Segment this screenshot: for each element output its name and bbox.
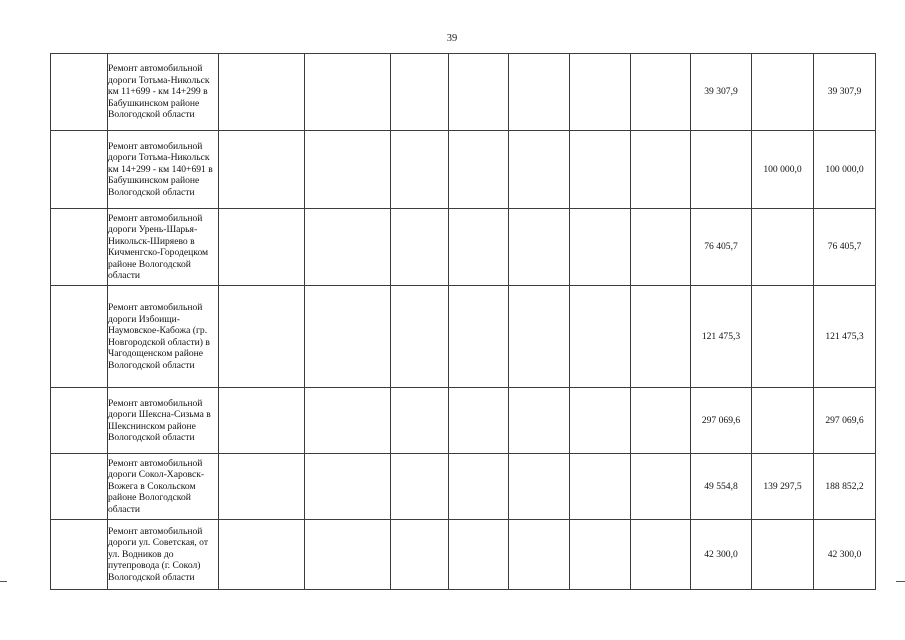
empty-cell — [219, 520, 305, 590]
empty-cell — [570, 286, 631, 388]
total-cell: 76 405,7 — [814, 209, 876, 286]
empty-cell — [391, 388, 449, 454]
amount-cell: 76 405,7 — [691, 209, 752, 286]
page-number: 39 — [446, 33, 458, 44]
empty-cell — [631, 209, 691, 286]
project-description: Ремонт автомобильной дороги Сокол-Харовск- Вожега в Сокольском районе Вологодской области — [108, 454, 219, 520]
empty-cell — [51, 209, 108, 286]
empty-cell — [570, 388, 631, 454]
amount-cell: 139 297,5 — [752, 454, 814, 520]
empty-cell — [305, 286, 391, 388]
amount-cell: 100 000,0 — [752, 131, 814, 209]
empty-cell — [631, 520, 691, 590]
empty-cell — [631, 286, 691, 388]
project-description: Ремонт автомобильной дороги Тотьма-Никольск км 11+699 - км 14+299 в Бабушкинском районе Вологодской области — [108, 54, 219, 131]
amount-cell — [752, 54, 814, 131]
empty-cell — [51, 388, 108, 454]
table-row — [51, 54, 876, 131]
amount-cell: 42 300,0 — [691, 520, 752, 590]
empty-cell — [51, 454, 108, 520]
empty-cell — [391, 520, 449, 590]
empty-cell — [449, 286, 509, 388]
empty-cell — [391, 131, 449, 209]
total-cell: 100 000,0 — [814, 131, 876, 209]
total-cell: 39 307,9 — [814, 54, 876, 131]
amount-cell — [691, 131, 752, 209]
empty-cell — [391, 454, 449, 520]
amount-cell — [752, 209, 814, 286]
empty-cell — [305, 520, 391, 590]
empty-cell — [305, 209, 391, 286]
empty-cell — [570, 520, 631, 590]
amount-cell: 49 554,8 — [691, 454, 752, 520]
scan-edge-mark-left — [0, 581, 7, 582]
project-description: Ремонт автомобильной дороги Тотьма-Никольск км 14+299 - км 140+691 в Бабушкинском районе Вологодской области — [108, 131, 219, 209]
empty-cell — [51, 131, 108, 209]
empty-cell — [391, 286, 449, 388]
empty-cell — [509, 54, 570, 131]
empty-cell — [449, 209, 509, 286]
empty-cell — [509, 209, 570, 286]
empty-cell — [449, 520, 509, 590]
empty-cell — [509, 454, 570, 520]
scan-edge-mark-right — [896, 581, 905, 582]
project-description: Ремонт автомобильной дороги Шексна-Сизьма в Шекснинском районе Вологодской области — [108, 388, 219, 454]
empty-cell — [449, 388, 509, 454]
empty-cell — [51, 286, 108, 388]
table-row — [51, 388, 876, 454]
empty-cell — [631, 131, 691, 209]
empty-cell — [509, 388, 570, 454]
empty-cell — [631, 454, 691, 520]
empty-cell — [219, 54, 305, 131]
empty-cell — [305, 131, 391, 209]
table-row — [51, 209, 876, 286]
empty-cell — [219, 388, 305, 454]
total-cell: 121 475,3 — [814, 286, 876, 388]
empty-cell — [305, 388, 391, 454]
empty-cell — [305, 454, 391, 520]
amount-cell: 297 069,6 — [691, 388, 752, 454]
empty-cell — [449, 454, 509, 520]
empty-cell — [219, 131, 305, 209]
project-description: Ремонт автомобильной дороги Урень-Шарья-Никольск-Ширяево в Кичменгско-Городецком районе Вологодской области — [108, 209, 219, 286]
empty-cell — [51, 54, 108, 131]
table-row — [51, 520, 876, 590]
amount-cell: 39 307,9 — [691, 54, 752, 131]
amount-cell — [752, 520, 814, 590]
empty-cell — [509, 286, 570, 388]
empty-cell — [449, 54, 509, 131]
budget-table — [50, 53, 876, 590]
empty-cell — [509, 520, 570, 590]
empty-cell — [449, 131, 509, 209]
amount-cell — [752, 286, 814, 388]
empty-cell — [219, 286, 305, 388]
total-cell: 42 300,0 — [814, 520, 876, 590]
table-row — [51, 454, 876, 520]
empty-cell — [509, 131, 570, 209]
empty-cell — [570, 209, 631, 286]
total-cell: 297 069,6 — [814, 388, 876, 454]
project-description: Ремонт автомобильной дороги Избоищи-Наумовское-Кабожа (гр. Новгородской области) в Чагодощенском районе Вологодской области — [108, 286, 219, 388]
amount-cell: 121 475,3 — [691, 286, 752, 388]
empty-cell — [570, 454, 631, 520]
empty-cell — [51, 520, 108, 590]
empty-cell — [391, 54, 449, 131]
table-row — [51, 131, 876, 209]
total-cell: 188 852,2 — [814, 454, 876, 520]
empty-cell — [219, 209, 305, 286]
project-description: Ремонт автомобильной дороги ул. Советская, от ул. Водников до путепровода (г. Сокол) Вологодской области — [108, 520, 219, 590]
empty-cell — [219, 454, 305, 520]
empty-cell — [391, 209, 449, 286]
empty-cell — [631, 54, 691, 131]
amount-cell — [752, 388, 814, 454]
empty-cell — [305, 54, 391, 131]
empty-cell — [631, 388, 691, 454]
empty-cell — [570, 54, 631, 131]
table-row — [51, 286, 876, 388]
empty-cell — [570, 131, 631, 209]
